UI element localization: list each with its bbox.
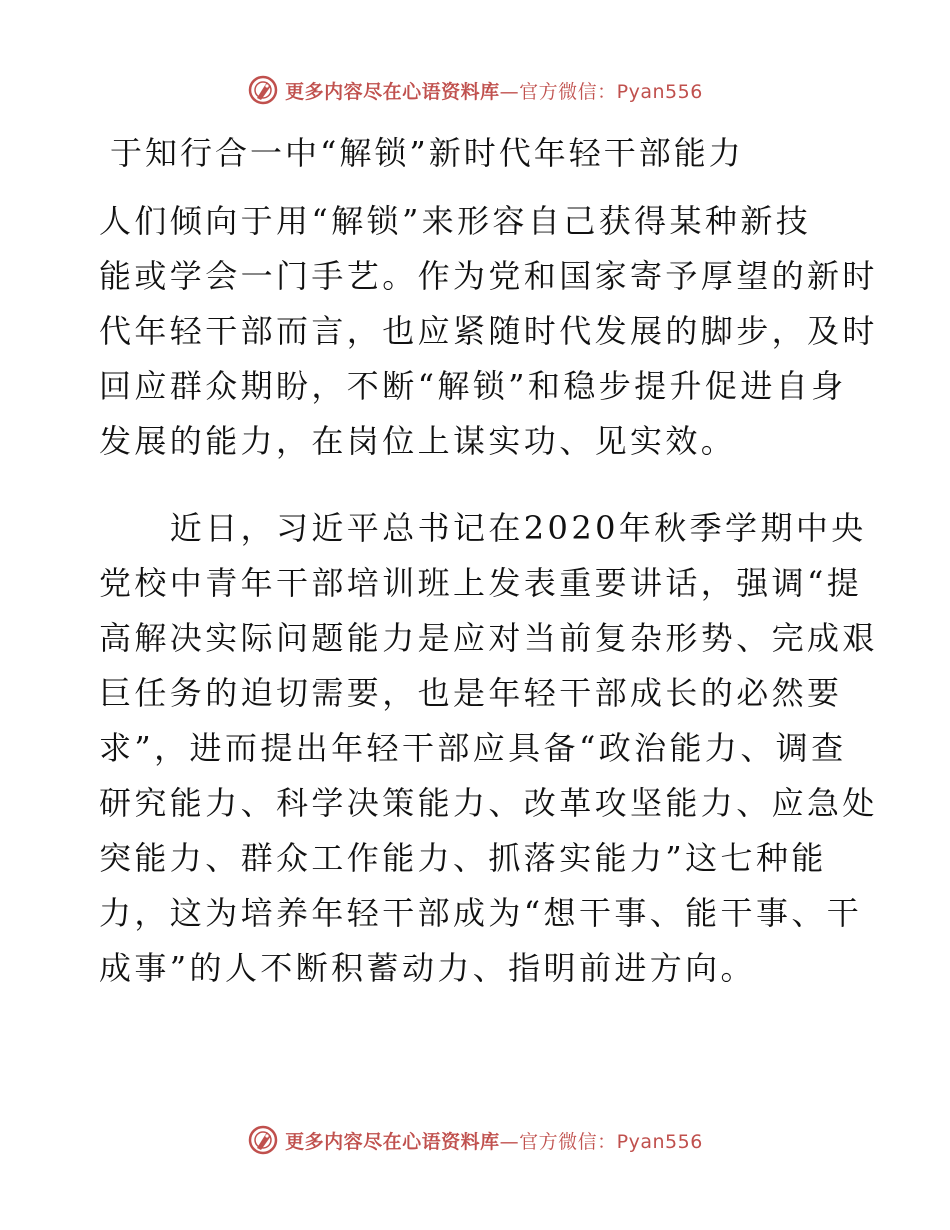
paragraph-line: 人们倾向于用“解锁”来形容自己获得某种新技 bbox=[99, 202, 812, 240]
paragraph-line: 巨任务的迫切需要，也是年轻干部成长的必然要 bbox=[99, 674, 843, 712]
paragraph-1 bbox=[99, 194, 878, 469]
paragraph-line: 成事”的人不断积蓄动力、指明前进方向。 bbox=[99, 949, 756, 987]
paragraph-line: 突能力、群众工作能力、抓落实能力”这七种能 bbox=[99, 839, 827, 877]
paragraph-2 bbox=[99, 501, 878, 996]
paragraph-line: 高解决实际问题能力是应对当前复杂形势、完成艰 bbox=[99, 619, 878, 657]
header-banner-main: 更多内容尽在心语资料库 bbox=[285, 80, 500, 103]
paragraph-line: 求”，进而提出年轻干部应具备“政治能力、调查 bbox=[99, 729, 847, 767]
footer-banner-main: 更多内容尽在心语资料库 bbox=[285, 1130, 500, 1153]
pen-nib-logo-icon bbox=[247, 1124, 279, 1156]
document-title: 于知行合一中“解锁”新时代年轻干部能力 bbox=[110, 134, 744, 172]
footer-banner-text bbox=[285, 1127, 703, 1154]
paragraph-line: 发展的能力，在岗位上谋实功、见实效。 bbox=[99, 422, 737, 460]
header-banner-separator: — bbox=[499, 80, 520, 103]
footer-banner bbox=[0, 1122, 950, 1158]
paragraph-line: 回应群众期盼，不断“解锁”和稳步提升促进自身 bbox=[99, 367, 847, 405]
paragraph-line: 近日，习近平总书记在2020年秋季学期中央 bbox=[99, 509, 867, 547]
header-banner-wechat: 官方微信：Pyan556 bbox=[519, 80, 703, 103]
footer-banner-separator: — bbox=[499, 1130, 520, 1153]
paragraph-line: 能或学会一门手艺。作为党和国家寄予厚望的新时 bbox=[99, 257, 878, 295]
paragraph-line: 研究能力、科学决策能力、改革攻坚能力、应急处 bbox=[99, 784, 878, 822]
header-banner-text bbox=[285, 77, 703, 104]
footer-banner-wechat: 官方微信：Pyan556 bbox=[519, 1130, 703, 1153]
paragraph-line: 代年轻干部而言，也应紧随时代发展的脚步，及时 bbox=[99, 312, 878, 350]
paragraph-line: 力，这为培养年轻干部成为“想干事、能干事、干 bbox=[99, 894, 863, 932]
paragraph-line: 党校中青年干部培训班上发表重要讲话，强调“提 bbox=[99, 564, 863, 602]
header-banner bbox=[0, 72, 950, 108]
pen-nib-logo-icon bbox=[247, 74, 279, 106]
